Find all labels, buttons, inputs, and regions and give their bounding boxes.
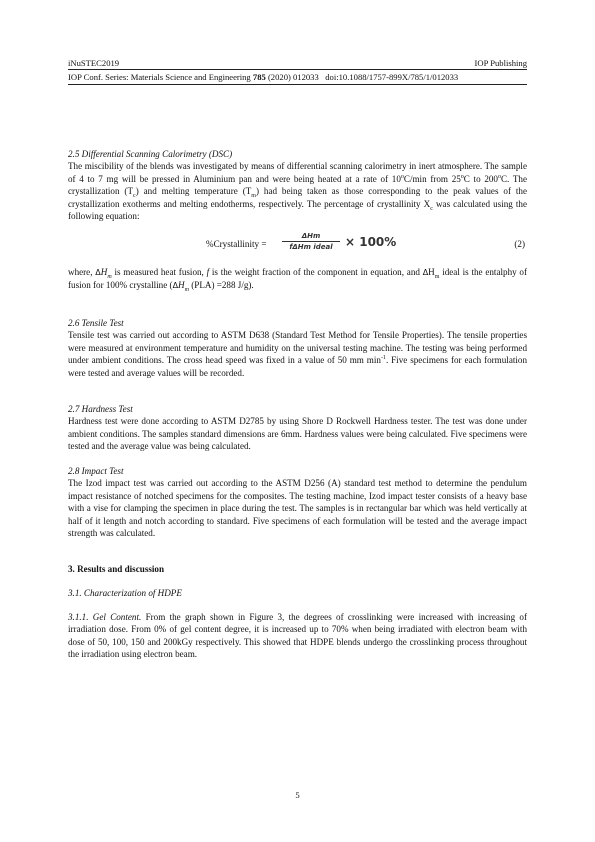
equation-denominator: fΔHm ideal [289, 243, 333, 251]
header-rule-top [68, 69, 527, 70]
section-title-tensile: 2.6 Tensile Test [68, 318, 124, 328]
hm-symbol: H [178, 280, 185, 291]
tensile-text-a: Tensile test was carried out according to ASTM D638 (Standard Test Method for Tensile Properties). The tensile properties were measured at environment temperature and humidity on the universal testing machine. The testing was being performed under ambient conditions. The cross head speed was fixed in a value of 50 mm min [68, 330, 527, 366]
section-impact [68, 465, 527, 539]
subsection-hdpe [68, 587, 527, 599]
degree-sup: o [497, 173, 501, 180]
exponent-sup: -1 [380, 355, 386, 362]
page-number: 5 [295, 790, 300, 800]
dsc-text-f: ) had being taken as those corresponding to the peak values of the crystallization exotherms and melting endotherms, respectively. The percentage of crystallinity X [68, 186, 527, 209]
where-text: (PLA) =288 J/g). [188, 280, 254, 291]
where-text: where, [68, 267, 96, 277]
conference-name: iNuSTEC2019 [68, 58, 120, 68]
where-text: H [428, 267, 435, 277]
section-title-results: 3. Results and discussion [68, 564, 165, 574]
gel-paragraph [68, 611, 527, 661]
equation-number: (2) [514, 239, 525, 249]
f-symbol: f [206, 267, 210, 277]
section-tensile [68, 317, 527, 379]
equation-fraction [282, 232, 340, 251]
section-results [68, 563, 527, 575]
delta-symbol: Δ [422, 268, 429, 277]
sub-c: c [430, 205, 433, 212]
degree-sup: o [460, 173, 464, 180]
sub-m: m [107, 273, 112, 280]
sub-m: m [184, 287, 189, 294]
hardness-paragraph: Hardness test were done according to ASTM D2785 by using Shore D Rockwell Hardness tester. The test was done under ambient conditions. The samples standard dimensions are 6mm. Hardness values were being calculated. Five specimens were tested and the average value was being calculated. [68, 416, 527, 452]
citation-line [68, 72, 527, 83]
where-text: is measured heat fusion, [111, 267, 207, 277]
impact-paragraph: The Izod impact test was carried out according to the ASTM D256 (A) standard test method to determine the pendulum impact resistance of notched specimens for the composites. The testing machine, Izod impact tester consists of a heavy base with a vise for clamping the specimen in place during the test. The samples is in rectangular bar which was held vertically at half of it length and notch according to standard. Five specimens of each formulation will be tested and the average impact strength was calculated. [68, 478, 527, 539]
degree-sup: o [400, 173, 404, 180]
dsc-paragraph [68, 160, 527, 222]
equation-times: × 100% [345, 235, 397, 249]
gel-lead-title: 3.1.1. Gel Content. [68, 612, 142, 622]
delta-symbol: Δ [172, 281, 179, 291]
dsc-text-g: was calculated using the following equation: [68, 198, 527, 222]
section-hardness [68, 403, 527, 453]
sub-c: c [133, 193, 136, 200]
header-rule-bottom [68, 84, 527, 85]
dsc-text-d: C. The crystallization (T [68, 173, 527, 197]
crystallinity-equation [68, 232, 527, 256]
section-title-impact: 2.8 Impact Test [68, 466, 124, 476]
volume-number: 785 [252, 72, 266, 82]
section-title-dsc: 2.5 Differential Scanning Calorimetry (DSC) [68, 149, 233, 159]
where-text: ideal is the entalphy of fusion for 100% crystalline ( [68, 267, 528, 291]
year-article: (2020) 012033 [267, 72, 319, 82]
section-dsc [68, 148, 527, 222]
doi-text: doi:10.1088/1757-899X/785/1/012033 [325, 72, 459, 82]
sub-m: m [434, 273, 440, 280]
subsubsection-gel [68, 611, 527, 661]
sub-m: m [251, 193, 256, 200]
hm-symbol: H [100, 267, 108, 277]
section-title-hardness: 2.7 Hardness Test [68, 404, 133, 414]
running-header [68, 58, 527, 69]
where-text: is the weight fraction of the component in equation, and [209, 267, 423, 277]
where-clause [68, 266, 527, 293]
delta-symbol: Δ [95, 268, 101, 277]
equation-lhs: %Crystallinity = [206, 239, 267, 249]
tensile-paragraph [68, 329, 527, 379]
subsection-title-hdpe: 3.1. Characterization of HDPE [68, 588, 182, 598]
series-prefix: IOP Conf. Series: Materials Science and Engineering [68, 72, 251, 82]
gel-text: From the graph shown in Figure 3, the degrees of crosslinking were increased with increasing of irradiation dose. From 0% of gel content degree, it is increased up to 70% when being irradiated with electron beam with dose of 50, 100, 150 and 200kGy respectively. This showed that HDPE blends undergo the crosslinking process throughout the irradiation using electron beam. [68, 612, 527, 660]
equation-numerator: ΔHm [282, 232, 340, 242]
where-paragraph [68, 266, 527, 293]
dsc-text-a: The miscibility of the blends was investigated by means of differential scanning calorimetry in inert atmosphere. The sample of 4 to 7 mg will be pressed in Aluminium pan and were being heated at a rate of 10 [68, 161, 527, 184]
publisher-name: IOP Publishing [474, 58, 527, 68]
dsc-text-e: ) and melting temperature (T [135, 186, 252, 197]
dsc-text-c: C to 200 [463, 173, 498, 184]
tensile-text-b: . Five specimens for each formulation were tested and average values will be recorded. [68, 355, 527, 378]
dsc-text-b: C/min from 25 [403, 173, 461, 184]
